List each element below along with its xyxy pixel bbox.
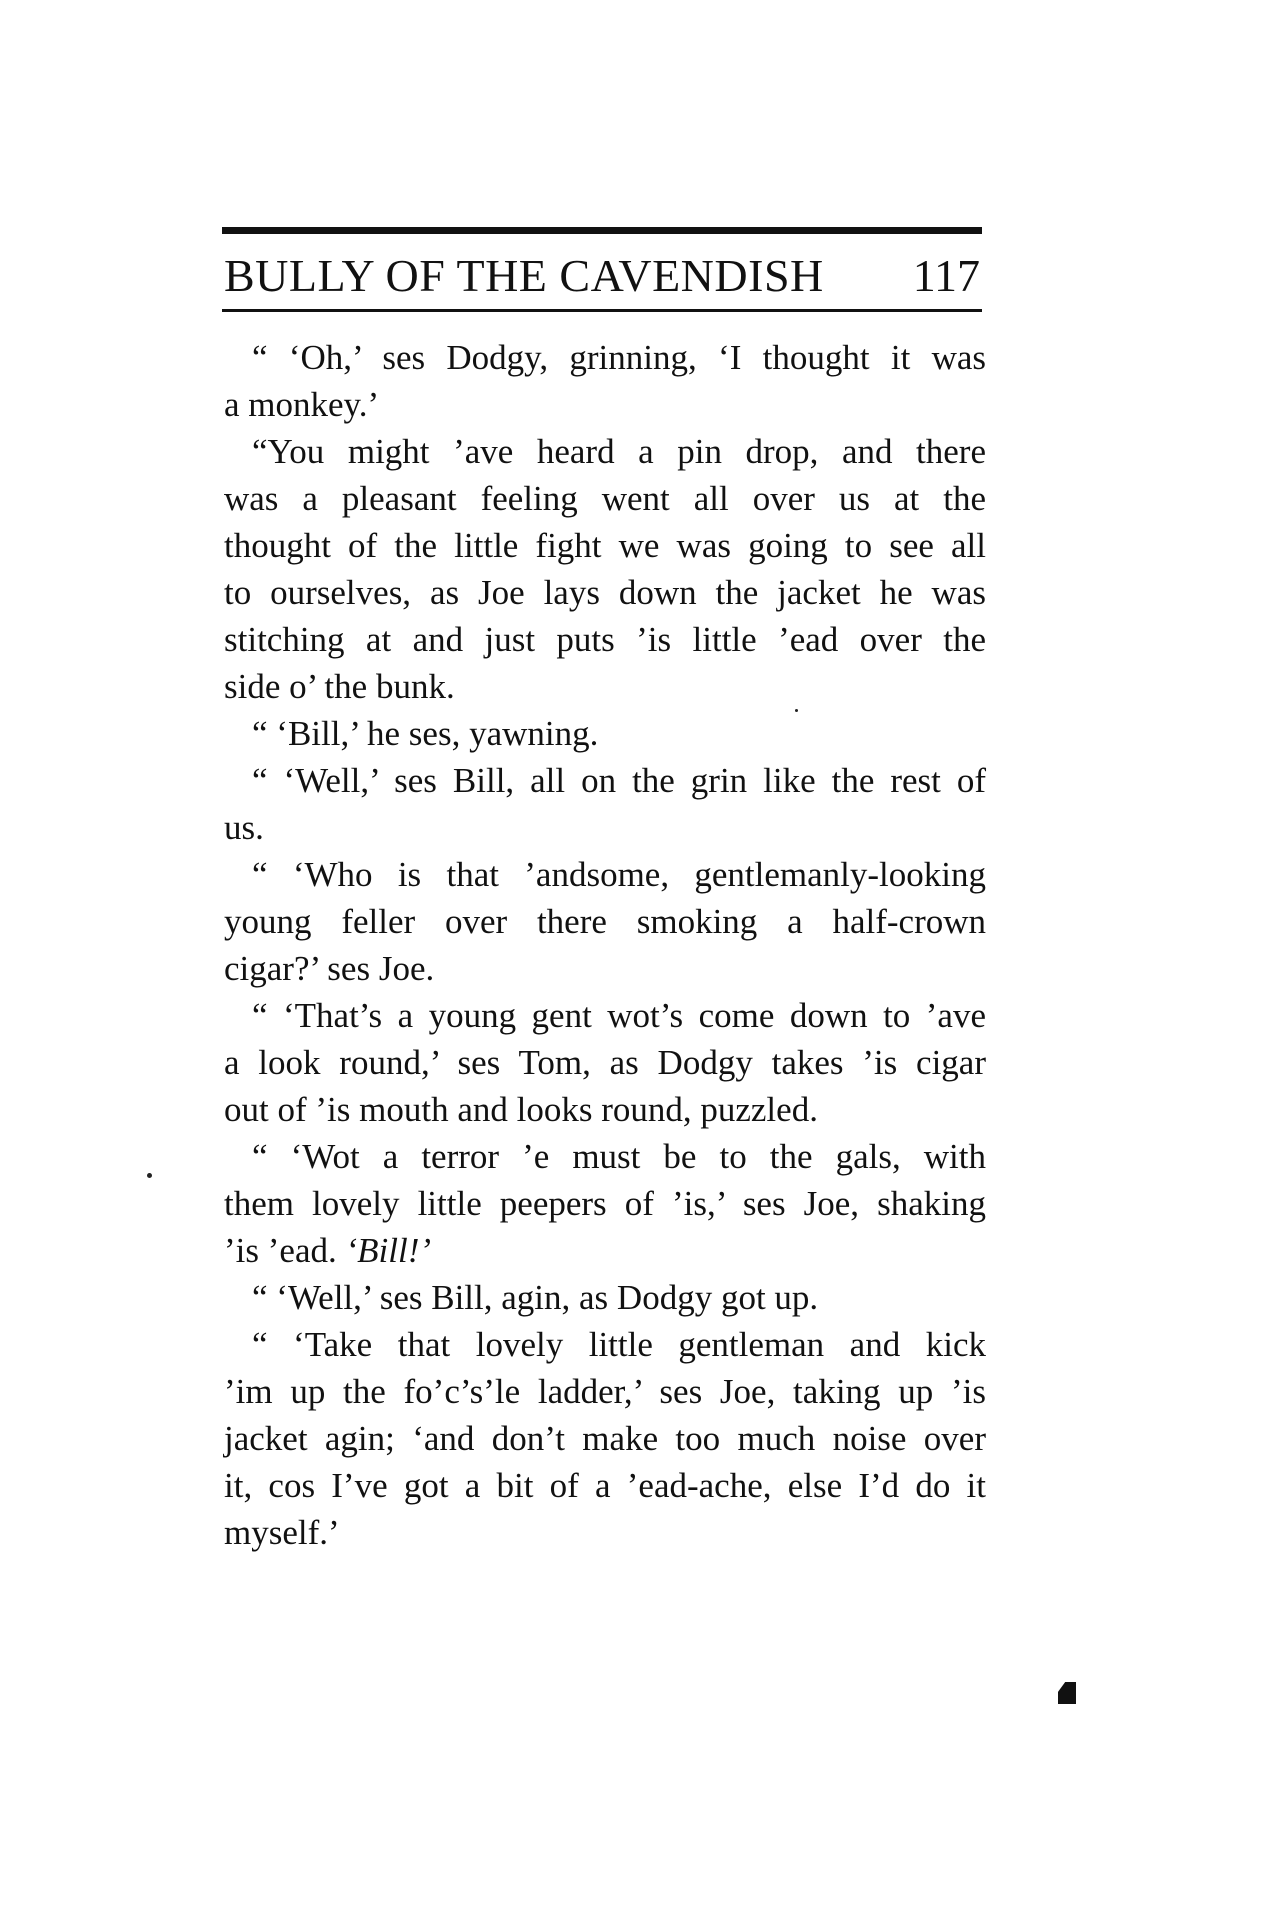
header-rule-bottom — [222, 309, 982, 312]
italic-exclamation: ‘Bill!’ — [345, 1231, 432, 1270]
text-line: myself.’ — [224, 1513, 340, 1552]
text-line: thought of the little fight we was going to see all — [224, 526, 986, 565]
page-number: 117 — [912, 250, 980, 301]
text-line: to ourselves, as Joe lays down the jacket he was — [224, 573, 986, 612]
body-text — [224, 334, 986, 1556]
text-line: was a pleasant feeling went all over us at the — [224, 479, 986, 518]
page-header — [224, 248, 982, 304]
text-line: side o’ the bunk. — [224, 667, 455, 706]
text-line-with-italic — [224, 1227, 986, 1274]
text-line: “ ‘Wot a terror ’e must be to the gals, with — [252, 1137, 986, 1176]
text-line: us. — [224, 808, 264, 847]
text-line: “You might ’ave heard a pin drop, and there — [252, 432, 986, 471]
print-speck — [147, 1173, 152, 1178]
text-line: “ ‘Well,’ ses Bill, all on the grin like the rest of — [252, 761, 986, 800]
text-line: “ ‘Take that lovely little gentleman and kick — [252, 1325, 986, 1364]
text-line: “ ‘Oh,’ ses Dodgy, grinning, ‘I thought it was — [252, 338, 986, 377]
text-line: out of ’is mouth and looks round, puzzled. — [224, 1090, 818, 1129]
text-line: stitching at and just puts ’is little ’ead over the — [224, 620, 986, 659]
text-line: jacket agin; ‘and don’t make too much noise over — [224, 1419, 986, 1458]
text-line: it, cos I’ve got a bit of a ’ead-ache, else I’d do it — [224, 1466, 986, 1505]
text-line: “ ‘Bill,’ he ses, yawning. — [252, 714, 599, 753]
text-line: young feller over there smoking a half-crown — [224, 902, 986, 941]
text-line: a look round,’ ses Tom, as Dodgy takes ’is cigar — [224, 1043, 986, 1082]
text-line: “ ‘Well,’ ses Bill, agin, as Dodgy got up. — [252, 1278, 819, 1317]
corner-mark — [1058, 1682, 1076, 1704]
text-line: “ ‘Who is that ’andsome, gentlemanly-looking — [252, 855, 986, 894]
running-head: BULLY OF THE CAVENDISH — [224, 250, 824, 301]
text-line: a monkey.’ — [224, 385, 380, 424]
line-text: ’is ’ead. — [224, 1231, 346, 1270]
text-line: cigar?’ ses Joe. — [224, 949, 435, 988]
print-speck — [795, 709, 798, 712]
text-line: them lovely little peepers of ’is,’ ses Joe, shaking — [224, 1184, 986, 1223]
text-line: “ ‘That’s a young gent wot’s come down to ’ave — [252, 996, 986, 1035]
header-rule-top — [222, 227, 982, 234]
text-line: ’im up the fo’c’s’le ladder,’ ses Joe, taking up ’is — [224, 1372, 986, 1411]
